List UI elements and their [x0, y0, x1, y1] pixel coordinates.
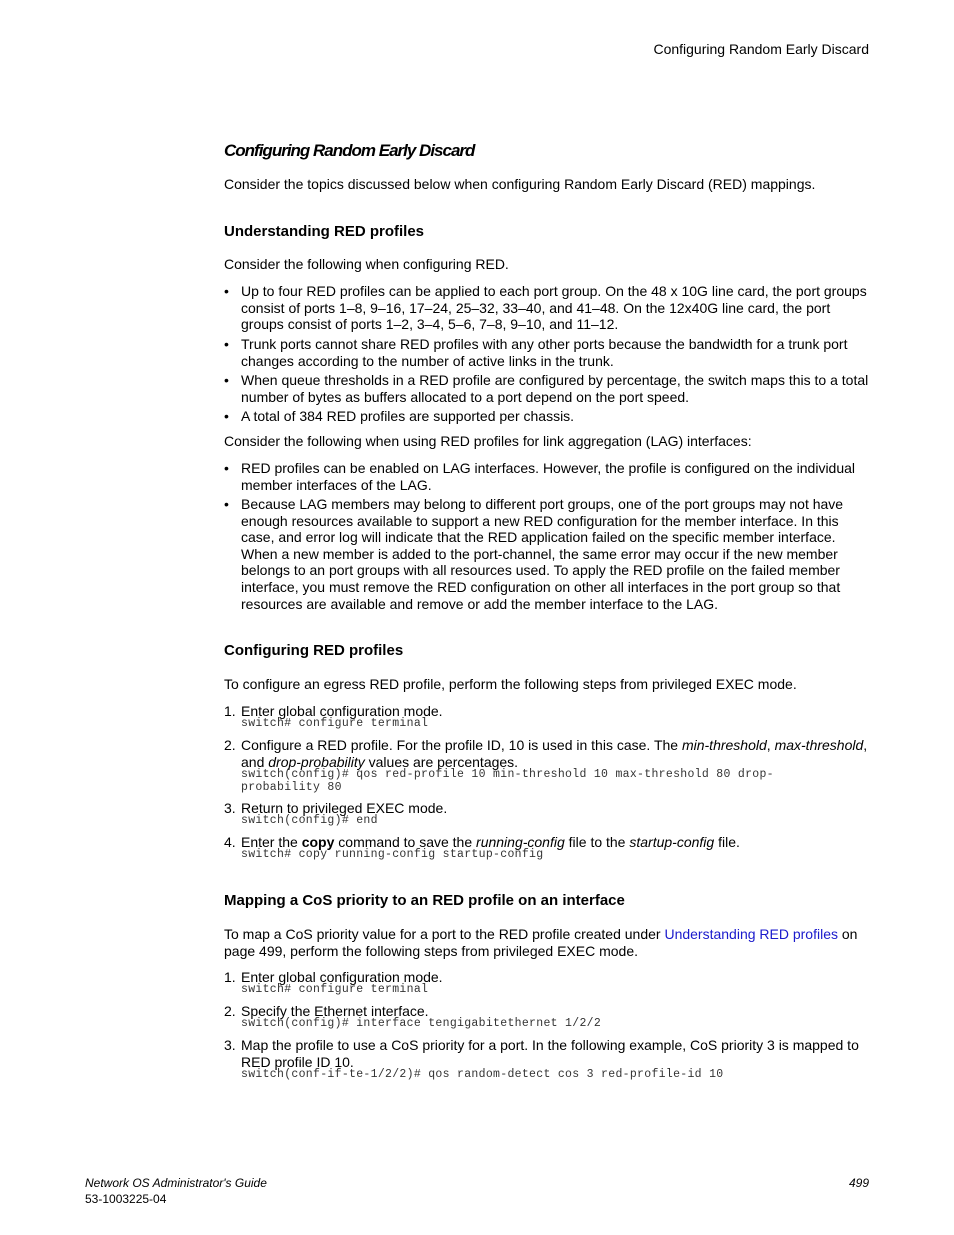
footer-left — [85, 1175, 267, 1207]
guide-title: Network OS Administrator's Guide — [85, 1176, 267, 1190]
section-title: Configuring Random Early Discard — [224, 141, 475, 160]
bullet-icon: • — [224, 408, 229, 424]
bullet-icon: • — [224, 283, 229, 299]
list-item: • Because LAG members may belong to different port groups, one of the port groups may not have enough resources available to support a new RED configuration for the member interface. In this case, and error log will indicate that the RED application failed on the specific member interface. When a new member is added to the port-channel, the same error may occur if the new member belongs to an port groups with all resources used. To apply the RED profile on the failed member interface, you must remove the RED configuration on other all interfaces in the port group so that resources are available and remove or add the member interface to the LAG. — [224, 496, 844, 612]
list-item: • When queue thresholds in a RED profile are configured by percentage, the switch maps this to a total number of bytes as buffers allocated to a port depend on the port speed. — [224, 372, 869, 405]
list-item: • Up to four RED profiles can be applied to each port group. On the 48 x 10G line card, the port groups consist of ports 1–8, 9–16, 17–24, 25–32, 33–40, and 41–48. On the 12x40G line card, the port groups consist of ports 1–2, 3–4, 5–6, 7–8, 9–10, and 11–12. — [224, 283, 867, 333]
bullet-icon: • — [224, 496, 229, 512]
heading-understanding-red: Understanding RED profiles — [224, 223, 425, 240]
doc-number: 53-1003225-04 — [85, 1192, 167, 1206]
heading-configuring-red: Configuring RED profiles — [224, 642, 404, 659]
understanding-red-link[interactable]: Understanding RED profiles — [664, 926, 838, 942]
step-item: 2. Configure a RED profile. For the profile ID, 10 is used in this case. The min-threshold, max-threshold, and drop-probability values are percentages. — [224, 737, 868, 770]
step-item: 3. Map the profile to use a CoS priority for a port. In the following example, CoS priority 3 is mapped to RED profile ID 10. — [224, 1037, 859, 1070]
list-item: • RED profiles can be enabled on LAG interfaces. However, the profile is configured on the individual member interfaces of the LAG. — [224, 460, 856, 493]
list-item: • Trunk ports cannot share RED profiles with any other ports because the bandwidth for a trunk port changes according to the number of active links in the trunk. — [224, 336, 848, 369]
code-block: switch(config)# qos red-profile 10 min-threshold 10 max-threshold 80 drop-probability 80 — [241, 768, 774, 794]
step-item: 1. Enter global configuration mode. — [224, 703, 443, 719]
code-block: switch# configure terminal — [241, 983, 429, 996]
list-item: • A total of 384 RED profiles are supported per chassis. — [224, 408, 575, 424]
understanding-lead: Consider the following when configuring RED. — [224, 256, 509, 272]
code-block: switch(config)# end — [241, 814, 378, 827]
intro-paragraph: Consider the topics discussed below when configuring Random Early Discard (RED) mappings. — [224, 176, 816, 192]
step-item: 1. Enter global configuration mode. — [224, 969, 443, 985]
bullet-icon: • — [224, 372, 229, 388]
bullet-icon: • — [224, 336, 229, 352]
page-number: 499 — [848, 1176, 869, 1190]
step-item: 2. Specify the Ethernet interface. — [224, 1003, 429, 1019]
lag-lead: Consider the following when using RED profiles for link aggregation (LAG) interfaces: — [224, 433, 752, 449]
code-block: switch# configure terminal — [241, 717, 429, 730]
running-header: Configuring Random Early Discard — [653, 41, 869, 57]
mapping-lead: To map a CoS priority value for a port to the RED profile created under Understanding RED profiles on page 499, perform the following steps from privileged EXEC mode. — [224, 926, 858, 959]
code-block: switch(conf-if-te-1/2/2)# qos random-detect cos 3 red-profile-id 10 — [241, 1068, 724, 1081]
heading-mapping-cos: Mapping a CoS priority to an RED profile on an interface — [224, 892, 625, 909]
code-block: switch# copy running-config startup-config — [241, 848, 544, 861]
bullet-icon: • — [224, 460, 229, 476]
step-item: 3. Return to privileged EXEC mode. — [224, 800, 448, 816]
step-item: 4. Enter the copy command to save the running-config file to the startup-config file. — [224, 834, 740, 850]
configuring-lead: To configure an egress RED profile, perform the following steps from privileged EXEC mode. — [224, 676, 797, 692]
code-block: switch(config)# interface tengigabitethernet 1/2/2 — [241, 1017, 602, 1030]
